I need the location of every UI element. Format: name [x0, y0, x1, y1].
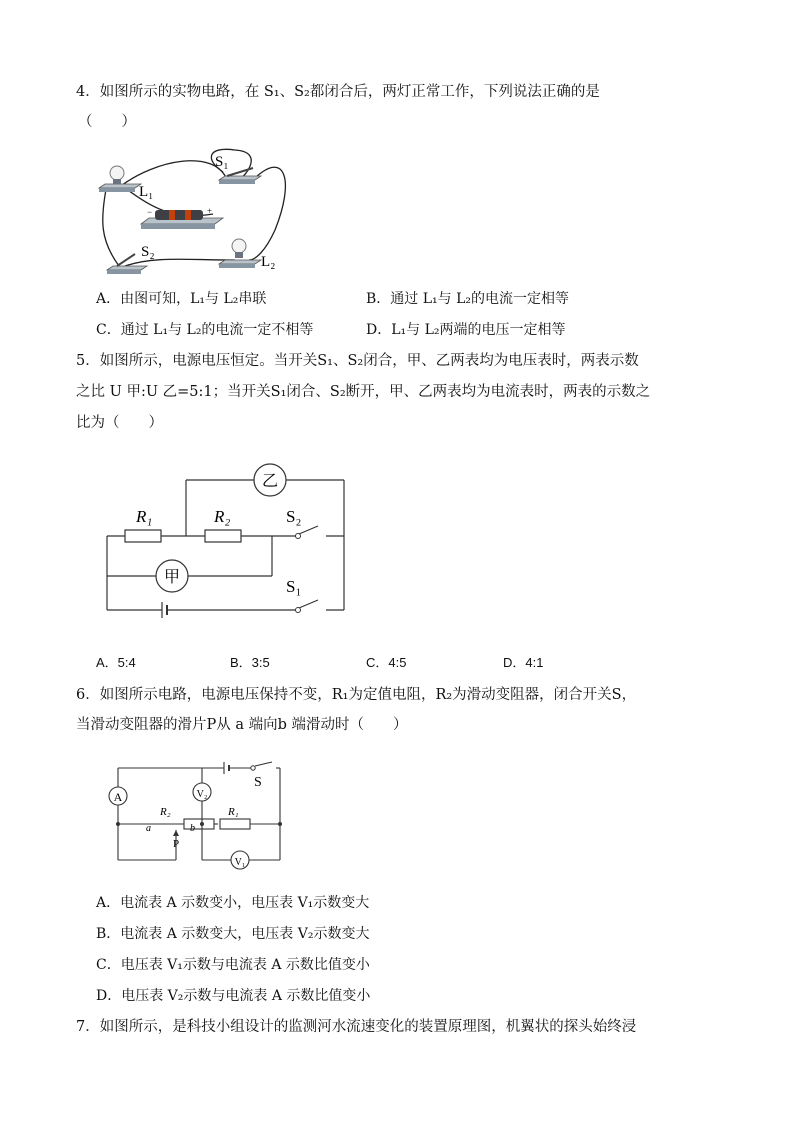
q4-stem-line1: 4．如图所示的实物电路，在 S₁、S₂都闭合后，两灯正常工作，下列说法正确的是 [76, 84, 600, 100]
q5-option-b: B．3:5 [230, 655, 270, 670]
q5-stem-line2: 之比 U 甲:U 乙=5:1；当开关S₁闭合、S₂断开，甲、乙两表均为电流表时，两表的示数之 [76, 384, 651, 400]
q4-label-s1: S₁ [215, 154, 229, 170]
q4-option-a: A．由图可知，L₁与 L₂串联 [96, 291, 267, 307]
q6-stem-line2: 当滑动变阻器的滑片P从 a 端向b 端滑动时（ ） [76, 717, 408, 733]
q4-stem-line2: （ ） [78, 114, 136, 130]
q5-option-d: D．4:1 [503, 655, 544, 670]
q6-option-b: B．电流表 A 示数变大，电压表 V₂示数变大 [96, 926, 370, 942]
q4-circuit-figure [95, 140, 295, 276]
q6-label-p: P [172, 838, 180, 850]
q6-stem-line1: 6．如图所示电路，电源电压保持不变，R₁为定值电阻，R₂为滑动变阻器，闭合开关S， [76, 687, 637, 703]
q6-label-b: b [190, 823, 195, 834]
q4-label-l2: L₂ [261, 254, 276, 270]
q6-meter-a: A [113, 790, 123, 804]
svg-text:+: + [207, 206, 213, 216]
q6-option-a: A．电流表 A 示数变小，电压表 V₁示数变大 [96, 895, 370, 911]
q5-option-a: A．5:4 [96, 655, 136, 670]
q5-label-r1: R₁ [136, 507, 153, 526]
q4-option-d: D．L₁与 L₂两端的电压一定相等 [366, 322, 566, 338]
q6-circuit-figure [104, 756, 288, 872]
q5-stem-line3: 比为（ ） [76, 415, 163, 431]
q5-option-c: C．4:5 [366, 655, 407, 670]
q6-meter-v2: V₂ [196, 789, 208, 800]
q4-option-c: C．通过 L₁与 L₂的电流一定不相等 [96, 322, 314, 338]
q5-meter-yi: 乙 [261, 473, 279, 490]
q4-label-s2: S₂ [141, 244, 155, 260]
q6-label-s: S [254, 775, 262, 790]
svg-text:−: − [147, 207, 153, 217]
q6-meter-v1: V₁ [234, 857, 246, 868]
q5-label-r2: R₂ [214, 507, 231, 526]
q5-label-s2: S₂ [286, 507, 302, 526]
q6-label-r2: R₂ [160, 806, 171, 818]
q5-meter-jia: 甲 [163, 569, 181, 586]
q5-circuit-figure [100, 460, 360, 620]
q4-option-b: B．通过 L₁与 L₂的电流一定相等 [366, 291, 570, 307]
q5-label-s1: S₁ [286, 577, 302, 596]
q7-stem-line1: 7．如图所示，是科技小组设计的监测河水流速变化的装置原理图，机翼状的探头始终浸 [76, 1019, 637, 1035]
q6-label-a: a [146, 823, 151, 834]
q5-stem-line1: 5．如图所示，电源电压恒定。当开关S₁、S₂闭合，甲、乙两表均为电压表时，两表示数 [76, 353, 639, 369]
q6-option-d: D．电压表 V₂示数与电流表 A 示数比值变小 [96, 988, 371, 1004]
q6-option-c: C．电压表 V₁示数与电流表 A 示数比值变小 [96, 957, 370, 973]
q4-label-l1: L₁ [139, 184, 154, 200]
q6-label-r1: R₁ [228, 806, 239, 818]
